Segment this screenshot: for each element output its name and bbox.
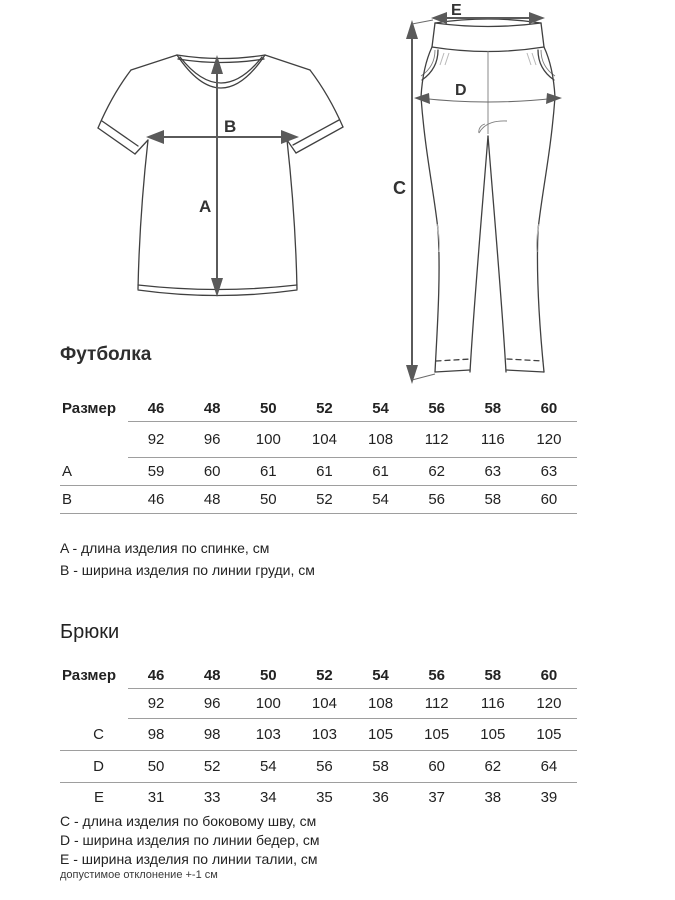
dim-label-c: C (393, 178, 406, 198)
tshirt-legend (60, 537, 315, 581)
tshirt-left-sleeve (98, 70, 148, 154)
value-cell: 46 (147, 491, 165, 508)
row-label: E (93, 789, 104, 806)
value-cell: 39 (540, 789, 558, 806)
size-header-cell: 52 (316, 666, 333, 684)
value-cell: 56 (316, 758, 333, 775)
value-cell: 92 (147, 695, 165, 712)
size-header-cell: 60 (540, 666, 558, 684)
table-row-a (60, 458, 577, 485)
value-cell: 64 (540, 758, 558, 775)
value-cell: 31 (147, 789, 165, 806)
size-header-cell: 48 (203, 666, 221, 684)
value-cell: 103 (311, 726, 337, 743)
value-cell: 34 (259, 789, 277, 806)
legend-line-c: C - длина изделия по боковому шву, см (60, 813, 317, 829)
value-cell: 108 (368, 431, 394, 448)
legend-line-a: A - длина изделия по спинке, см (60, 540, 270, 556)
size-header-cell: 48 (203, 399, 221, 417)
table-header-row (60, 662, 577, 688)
tshirt-right-sleeve (287, 70, 343, 153)
value-cell: 50 (147, 758, 165, 775)
value-cell: 50 (259, 491, 277, 508)
size-header-cell: 50 (259, 399, 277, 417)
size-header-cell: 50 (259, 666, 277, 684)
value-cell: 105 (368, 726, 394, 743)
table-row-e (60, 783, 577, 812)
dim-label-e: E (451, 2, 462, 19)
tshirt-section-title: Футболка (60, 344, 152, 365)
pants-waistband (432, 19, 544, 52)
table-header-row (60, 395, 577, 421)
value-cell: 56 (428, 491, 446, 508)
pants-size-table (60, 662, 577, 812)
value-cell: 108 (368, 695, 394, 712)
value-cell: 38 (484, 789, 502, 806)
value-cell: 96 (203, 695, 221, 712)
table-row-c (60, 719, 577, 750)
value-cell: 100 (255, 431, 281, 448)
legend-line-d: D - ширина изделия по линии бедер, см (60, 832, 320, 848)
size-header-cell: 46 (147, 399, 165, 417)
dim-arrow-c (406, 20, 435, 384)
legend-line-b: B - ширина изделия по линии груди, см (60, 562, 315, 578)
value-cell: 63 (484, 463, 502, 480)
value-cell: 62 (484, 758, 502, 775)
value-cell: 48 (203, 491, 221, 508)
size-header-cell: 56 (428, 666, 446, 684)
table-row-chest (60, 689, 577, 718)
value-cell: 104 (311, 431, 337, 448)
tshirt-left-shoulder (131, 55, 177, 70)
dim-arrow-b (146, 130, 299, 144)
size-header-cell: 46 (147, 666, 165, 684)
value-cell: 54 (259, 758, 277, 775)
table-row-b (60, 486, 577, 513)
row-label: A (62, 463, 73, 480)
dim-label-d: D (455, 82, 467, 99)
value-cell: 92 (147, 431, 165, 448)
pants-fly-line (479, 121, 507, 133)
row-label: C (93, 726, 104, 743)
dim-arrow-e (431, 12, 545, 24)
pants-legend (60, 812, 320, 869)
pants-section-title: Брюки (60, 621, 120, 643)
value-cell: 116 (480, 431, 505, 448)
pants-legs (421, 47, 555, 372)
size-header-cell: 54 (372, 666, 389, 684)
dim-arrow-a (211, 55, 223, 297)
value-cell: 112 (424, 431, 449, 448)
size-header-cell: 58 (484, 399, 502, 417)
pants-diagram (385, 2, 580, 397)
value-cell: 52 (203, 758, 221, 775)
value-cell: 52 (316, 491, 333, 508)
value-cell: 116 (480, 695, 505, 712)
value-cell: 98 (203, 726, 221, 743)
value-cell: 33 (203, 789, 221, 806)
table-row-chest (60, 422, 577, 457)
table-rule (60, 513, 577, 514)
value-cell: 105 (536, 726, 562, 743)
value-cell: 103 (255, 726, 281, 743)
value-cell: 54 (372, 491, 389, 508)
tolerance-note: допустимое отклонение +-1 см (60, 869, 218, 881)
value-cell: 59 (147, 463, 165, 480)
value-cell: 36 (372, 789, 389, 806)
value-cell: 105 (480, 726, 506, 743)
value-cell: 60 (203, 463, 221, 480)
value-cell: 63 (540, 463, 558, 480)
size-header-cell: 56 (428, 399, 446, 417)
value-cell: 58 (484, 491, 502, 508)
value-cell: 35 (316, 789, 333, 806)
value-cell: 37 (428, 789, 446, 806)
size-header-cell: 58 (484, 666, 502, 684)
value-cell: 61 (372, 463, 389, 480)
value-cell: 58 (372, 758, 389, 775)
table-row-d (60, 751, 577, 782)
row-label: B (62, 491, 73, 508)
tshirt-right-shoulder (265, 55, 310, 70)
dim-label-b: B (224, 117, 237, 136)
row-label: D (93, 758, 104, 775)
value-cell: 120 (536, 431, 562, 448)
value-cell: 62 (428, 463, 446, 480)
value-cell: 112 (424, 695, 449, 712)
value-cell: 105 (424, 726, 450, 743)
dim-label-a: A (199, 197, 212, 216)
size-header-cell: 60 (540, 399, 558, 417)
tshirt-diagram (88, 35, 348, 315)
value-cell: 61 (259, 463, 277, 480)
value-cell: 104 (311, 695, 337, 712)
tshirt-size-table (60, 395, 577, 514)
value-cell: 96 (203, 431, 221, 448)
size-header-cell: 52 (316, 399, 333, 417)
size-corner-label: Размер (62, 399, 117, 417)
value-cell: 60 (540, 491, 558, 508)
value-cell: 98 (147, 726, 165, 743)
value-cell: 61 (316, 463, 333, 480)
legend-line-e: E - ширина изделия по линии талии, см (60, 851, 318, 867)
size-corner-label: Размер (62, 666, 117, 684)
value-cell: 120 (536, 695, 562, 712)
value-cell: 60 (428, 758, 446, 775)
value-cell: 100 (255, 695, 281, 712)
size-header-cell: 54 (372, 399, 389, 417)
